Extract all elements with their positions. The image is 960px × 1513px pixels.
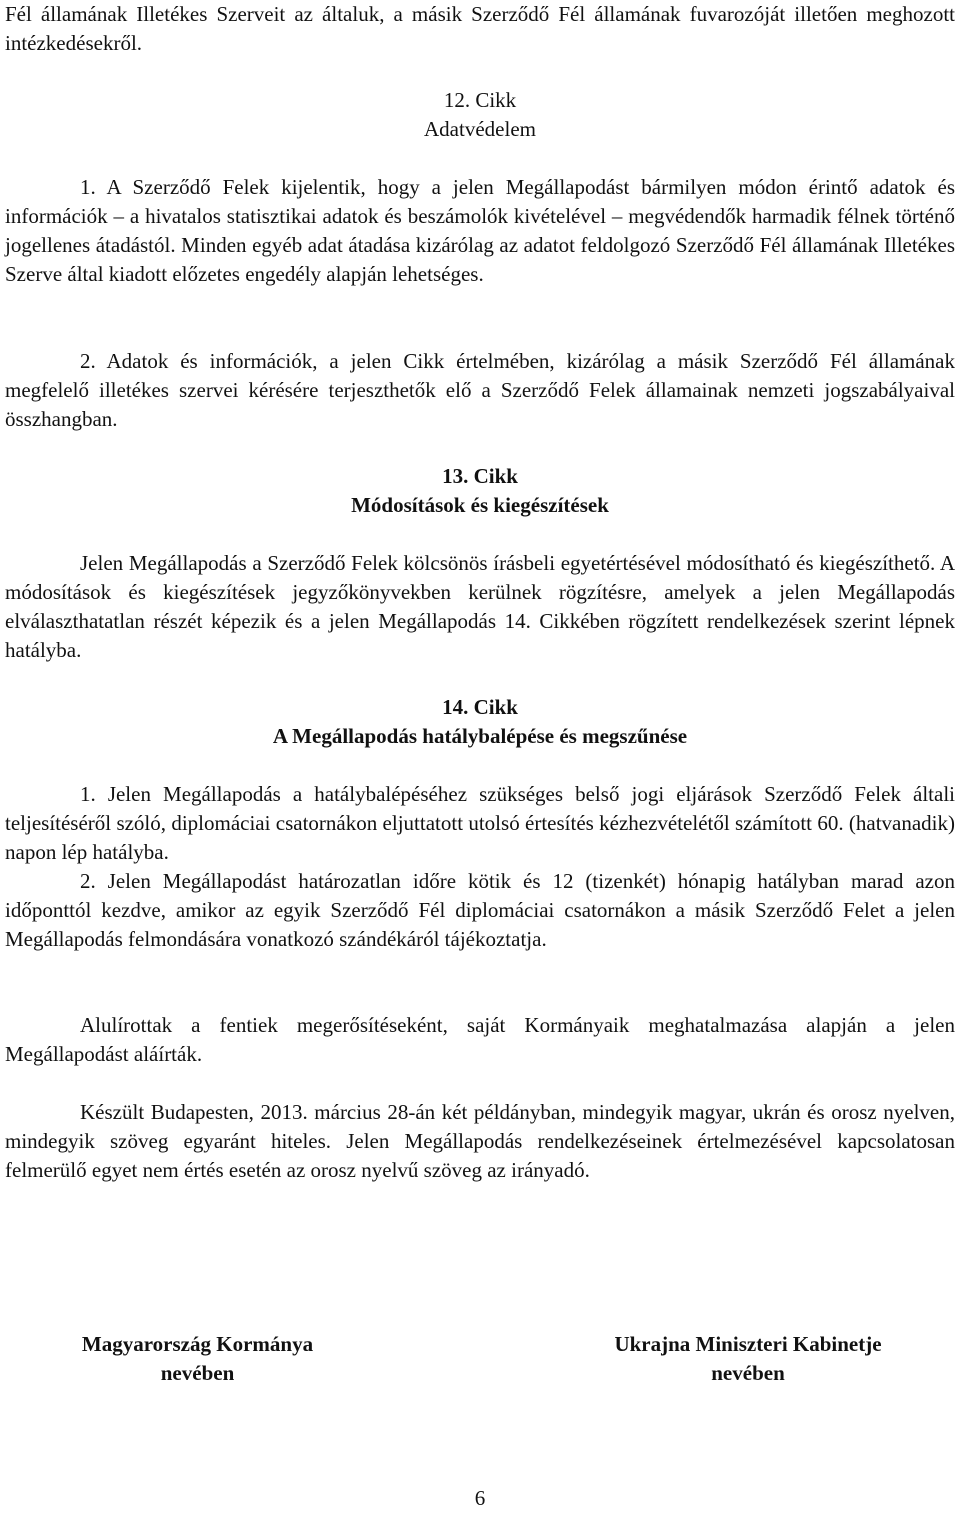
article-12-paragraph-1-lead: 1. A Szerződő Felek kijelentik, hogy a jelen Megállapodást bármilyen módon érintő adatok és információk – a hivatalos statisztikai adatok és beszámolók kivételével – megvédendők harmadik félnek történő jogellenes átadástól.	[5, 175, 955, 257]
signature-hungary-line-1: Magyarország Kormánya	[81, 1332, 314, 1356]
article-12-number: 12. Cikk	[443, 88, 517, 112]
article-14-paragraph-1: 1. Jelen Megállapodás a hatálybalépéséhez szükséges belső jogi eljárások Szerződő Felek általi teljesítéséről szóló, diplomáciai csatornákon eljuttatott utolsó értesítés kézhezvételétől számított 60. (hatvanadik) napon lép hatályba.	[5, 782, 955, 864]
article-13-number: 13. Cikk	[442, 464, 518, 488]
intro-continuation: Fél államának Illetékes Szerveit az általuk, a másik Szerződő Fél államának fuvarozóját illetően meghozott intézkedésekről.	[5, 2, 955, 55]
article-14-number: 14. Cikk	[442, 695, 518, 719]
article-13-paragraph	[5, 549, 955, 665]
signature-hungary-line-2: nevében	[160, 1361, 235, 1385]
article-14-title: A Megállapodás hatálybalépése és megszűnése	[272, 724, 688, 748]
page-number: 6	[474, 1486, 486, 1510]
signature-block-ukraine	[568, 1330, 928, 1388]
signature-block-hungary	[40, 1330, 355, 1388]
article-13-title: Módosítások és kiegészítések	[351, 493, 609, 517]
article-13-paragraph-rest: A módosítások és kiegészítések jegyzőkönyvekben kerülnek rögzítésre, amelyek a jelen Megállapodás elválaszthatatlan részét képezik és a jelen Megállapodás 14. Cikkében rögzített rendelkezések szerint lépnek hatályba.	[5, 551, 955, 662]
done-at-paragraph: Készült Budapesten, 2013. március 28-án két példányban, mindegyik magyar, ukrán és orosz nyelven, mindegyik szöveg egyaránt hiteles. Jelen Megállapodás rendelkezéseinek értelmezésével kapcsolatosan felmerülő egyet nem értés esetén az orosz nyelvű szöveg az irányadó.	[5, 1100, 955, 1182]
article-12-paragraph-1	[5, 173, 955, 289]
article-12-paragraph-2: 2. Adatok és információk, a jelen Cikk értelmében, kizárólag a másik Szerződő Fél államának megfelelő illetékes szervei kérésére terjeszthetők elő a Szerződő Felek államainak nemzeti jogszabályaival összhangban.	[5, 349, 955, 431]
article-12-title: Adatvédelem	[424, 117, 536, 141]
article-14-paragraph-2: 2. Jelen Megállapodást határozatlan időre kötik és 12 (tizenkét) hónapig hatályban marad azon időponttól kezdve, amikor az egyik Szerződő Fél diplomáciai csatornákon a másik Szerződő Felet a jelen Megállapodás felmondására vonatkozó szándékáról tájékoztatja.	[5, 869, 955, 951]
signature-ukraine-line-1: Ukrajna Miniszteri Kabinetje	[614, 1332, 882, 1356]
signature-ukraine-line-2: nevében	[711, 1361, 785, 1385]
attestation-paragraph: Alulírottak a fentiek megerősítéseként, saját Kormányaik meghatalmazása alapján a jelen Megállapodást aláírták.	[5, 1013, 955, 1066]
article-13-paragraph-lead: Jelen Megállapodás a Szerződő Felek kölcsönös írásbeli egyetértésével módosítható és kiegészíthető.	[80, 551, 936, 575]
article-12-paragraph-1-rest: Minden egyéb adat átadása kizárólag az adatot feldolgozó Szerződő Fél államának Illetékes Szerve által kiadott előzetes engedély alapján lehetséges.	[5, 233, 955, 286]
